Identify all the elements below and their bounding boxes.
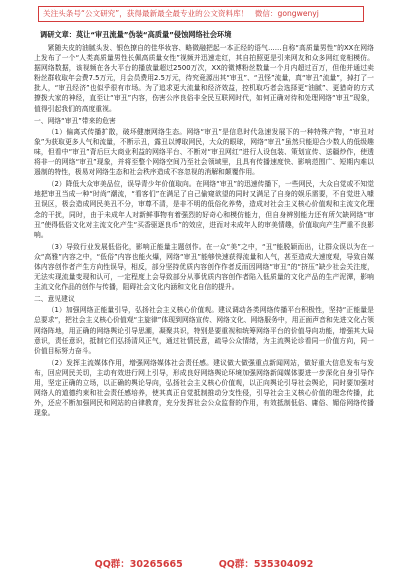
section-heading-2: 二、意见建议 bbox=[34, 295, 75, 304]
footer bbox=[0, 556, 408, 570]
intro-paragraph: 紧随夫皮的油腻头发、银色撩自的佳华妆容、略微融把起一本正经的语气……自称“高质量男性”的XX在网络上发布了一个“人类高质量男性长佩高质量女性”视频并迅速走红，其自拍照更是引来网友和众多网红竞相模仿。据网络数据，该视频在各大平台的播放量超过2500万次，XX的微博粉丝数量一个月内超过百万，但他并通过卖粉丝群收取年会费7.5万元，月会员费用2.5万元，待究竟源出其“审丑”、“丑怪”流量，真“审丑”流量”，掉打了一批人，“审丑经济”也似乎很有市场。为了追求更大流量和经济效益，控机取巧者会选择更“油腻”、更猎奇的方式撩拨大家的神经，直至让“审丑”内容，伤害公序良俗非全民互联网时代，如何正确对待和处理网络“审丑”现象，值得引起我们的高度重视。 bbox=[34, 44, 374, 113]
section1-paragraph-2: （2）降低大众审美品位，误导青少年价值取向。在网络“审丑”的迅速传播下，一些网民，大众自觉或不知觉地把审丑当成一种“时尚”潮流，“看客们”在满足了自己偷窥欲望的同时又满足了自身的娱乐需要，不自觉进入噱丑误区，极会造成网民美丑不分，审尊不清，是非不明的低俗化养势，造成对社会主义核心价值观和主流文化理念的干扰，同时，由于未成年人对新鲜事物有着强烈的好奇心和模仿能力，但自身辨别能力还有所欠缺网络“审丑”使得低俗文化对主流文化产生“买香驱逐良币”的效应，进而对未成年人的审美情趣，价值取向产生严重不良影响。 bbox=[34, 180, 374, 239]
document-title: 调研文章：莫让“审丑流量”伪装“高质量”侵蚀网络社会环境 bbox=[40, 30, 232, 39]
qq-group-2: QQ群：535304092 bbox=[218, 559, 314, 570]
wechat-text: 微信：gongwenyj bbox=[254, 9, 319, 18]
qq-group-1: QQ群：30265665 bbox=[94, 559, 183, 570]
promo-text: 关注头条号“公文研究”，获得最新最全最专业的公文资料库！ bbox=[43, 9, 249, 18]
section1-paragraph-3: （3）导致行业发展低俗化，影响正能量主题创作。在一众“美”之中，“丑”能脱颖而出，让群众误以为在一众“高雅”内容之中，“低俗”内容也能火爆，网络“审丑”能够快速获得流量和人气，甚至造成大速度观，导致自媒体内容创作者产生方向性误导，相反，部分坚持优质内容创作作者反而因网络“审丑”的“挤压”缺少社会关注度，无法实现流量变现和认可，一定程度上会导致部分从事优质内容创作者陷入低质量的文化产品的生产泥潭，影响主流文化作品的创作与传播，阻碍社会文化内涵和文化自信的提升。 bbox=[34, 242, 374, 292]
promo-banner bbox=[38, 6, 364, 22]
document-body bbox=[34, 30, 374, 550]
section-heading-1: 一、网络“审丑”带来的危害 bbox=[34, 116, 116, 125]
section2-paragraph-2: （2）发挥主流媒体作用，增强网络媒体社会责任感。建议做大做强重点新闻网站，做好重大信息发布与发布，回应网民关切，主动有效进行网上引导，形成良好网络舆论环境加强网络新闻媒体要进一步深化自身引导作用，坚定正确的立场，以正确的舆论导向，弘扬社会主义核心价值观，以正向舆论引导社会舆论，同时要加强对网络人的道德约束和社会责任感培养，使其真正自觉抵制推动分支性侵，引导社会主义核心价值的理念传播，此外，还应不断加强网民和网站的自律教育，充分发挥社会公众监督的作用，有效抵制低俗、庸俗、媚俗网络传播现象。 bbox=[34, 358, 374, 418]
section2-paragraph-1: （1）加强网络正能量引导，弘扬社会主义核心价值观。建议调动各类网络传播平台积极性，坚持“正能量是总要求”，把社会主义核心价值观“主旋律”体现到网络宣传、网络文化、网络服务中，用正面声音和先进文化占领网络阵地，用正确的网络舆论引导思潮，凝聚共识，特别是要重视和统筹网络平台的价值导向功能，增强其大局意识，责任意识，抵制它们弘扬清风正气，通过社情民意，疏导公众情绪，为主流舆论诊看同一价值方向，同一价值目标努力奋斗。 bbox=[34, 306, 374, 355]
section1-paragraph-1: （1）偏离式传播扩散，破坏健康网络生态。网络“审丑”是信息时代急速发展下的一种特殊产物，“审丑对象”为获取更多人气和流量，不断示丑，露丑以博取网民，大众的眼球，网络“审丑”虽然只能迎合少数人的低级趣味，但看中“审丑”背后巨大商业利益的网络平台、不断对“审丑网红”进行人设包装、策划宣传、送疆炒作，使透将非一的网络“审丑”现象，并将至整个网络空间乃至社会领域里，且具有传播速度快、影响范围广、短期内难以遏制的特性，极易对网络生态和社会秩序造成不容忽视的消解和颠覆作用。 bbox=[34, 127, 374, 177]
separator bbox=[250, 9, 252, 18]
